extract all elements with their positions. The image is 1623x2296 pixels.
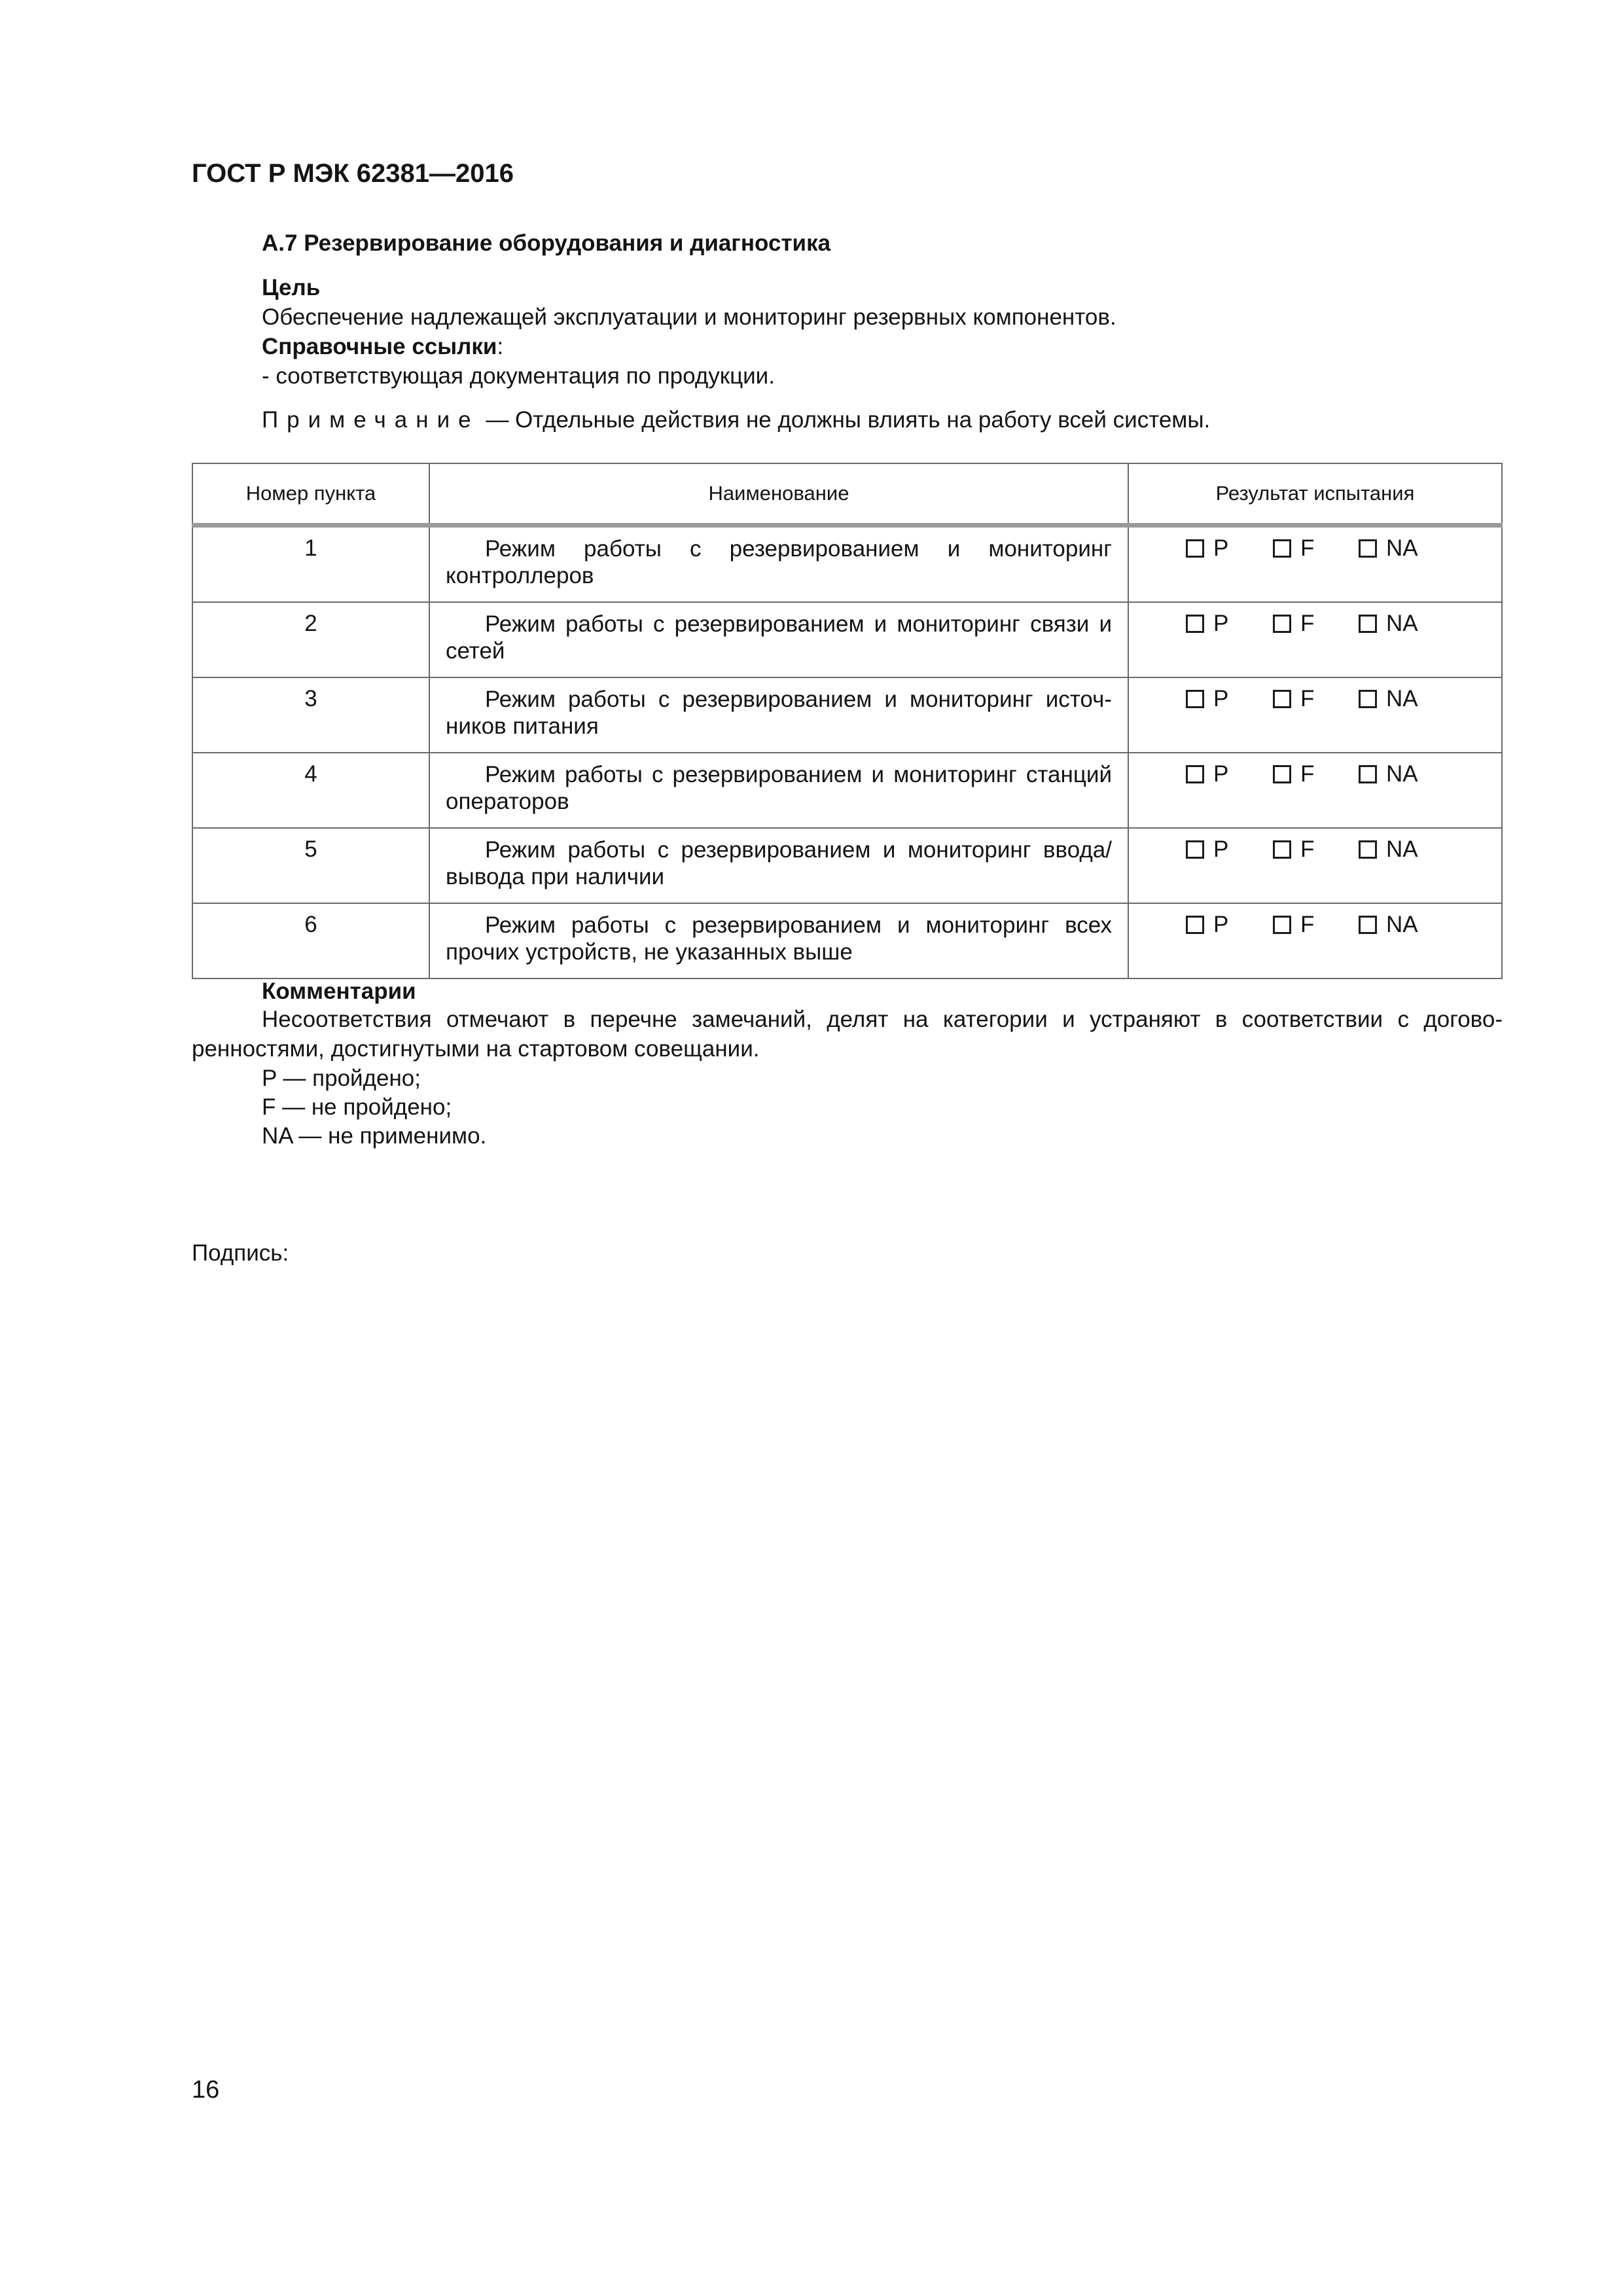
row-number: 2 (192, 602, 429, 677)
checkbox-p[interactable] (1186, 916, 1204, 934)
option-label-na: NA (1386, 535, 1418, 561)
references-item: - соответствующая документация по продукции. (262, 363, 775, 389)
checkbox-p[interactable] (1186, 765, 1204, 783)
row-number: 4 (192, 753, 429, 828)
option-label-f: F (1300, 686, 1315, 711)
checkbox-f[interactable] (1273, 615, 1291, 633)
table-row (192, 526, 1502, 603)
checkbox-p[interactable] (1186, 615, 1204, 633)
header-test-result: Результат испытания (1128, 463, 1502, 526)
note-line (262, 407, 1210, 433)
result-option-f[interactable] (1273, 686, 1359, 712)
table-row (192, 903, 1502, 978)
option-label-p: P (1213, 686, 1229, 711)
checkbox-na[interactable] (1359, 916, 1377, 934)
row-name: Режим работы с резервированием и мониторинг ввода/вывода при наличии (429, 828, 1128, 903)
table-row (192, 677, 1502, 753)
section-title: А.7 Резервирование оборудования и диагностика (262, 230, 831, 256)
checkbox-p[interactable] (1186, 539, 1204, 558)
option-label-p: P (1213, 761, 1229, 787)
table-row (192, 602, 1502, 677)
option-label-p: P (1213, 836, 1229, 862)
checkbox-f[interactable] (1273, 690, 1291, 708)
option-label-p: P (1213, 912, 1229, 937)
checkbox-na[interactable] (1359, 765, 1377, 783)
result-option-na[interactable] (1359, 611, 1418, 637)
row-name: Режим работы с резервированием и мониторинг станций операторов (429, 753, 1128, 828)
result-option-p[interactable] (1186, 761, 1273, 787)
row-name: Режим работы с резервированием и мониторинг связи и сетей (429, 602, 1128, 677)
result-option-na[interactable] (1359, 761, 1418, 787)
option-label-na: NA (1386, 611, 1418, 636)
result-option-na[interactable] (1359, 912, 1418, 938)
signature-label: Подпись: (192, 1240, 289, 1266)
row-number: 3 (192, 677, 429, 753)
goal-text: Обеспечение надлежащей эксплуатации и мониторинг резервных компонентов. (262, 304, 1116, 330)
result-option-f[interactable] (1273, 836, 1359, 863)
checkbox-f[interactable] (1273, 539, 1291, 558)
comments-title: Комментарии (262, 978, 416, 1004)
row-result (1128, 903, 1502, 978)
checkbox-f[interactable] (1273, 765, 1291, 783)
table-body (192, 526, 1502, 979)
result-option-p[interactable] (1186, 912, 1273, 938)
option-label-p: P (1213, 535, 1229, 561)
header-name: Наименование (429, 463, 1128, 526)
document-title: ГОСТ Р МЭК 62381—2016 (192, 159, 514, 188)
option-label-p: P (1213, 611, 1229, 636)
legend-f: F — не пройдено; (262, 1094, 452, 1120)
option-label-f: F (1300, 611, 1315, 636)
table-row (192, 828, 1502, 903)
result-option-p[interactable] (1186, 836, 1273, 863)
checkbox-na[interactable] (1359, 615, 1377, 633)
checkbox-na[interactable] (1359, 840, 1377, 859)
result-option-na[interactable] (1359, 836, 1418, 863)
row-result (1128, 602, 1502, 677)
row-name: Режим работы с резервированием и мониторинг контроллеров (429, 526, 1128, 603)
row-result (1128, 828, 1502, 903)
checkbox-na[interactable] (1359, 690, 1377, 708)
comments-text: Несоответствия отмечают в перечне замечаний, делят на категории и устраняют в соответствии с договоренностями, достигнутыми на стартовом совещании. (192, 1007, 1503, 1062)
checkbox-f[interactable] (1273, 840, 1291, 859)
checkbox-p[interactable] (1186, 840, 1204, 859)
result-option-f[interactable] (1273, 761, 1359, 787)
table-row (192, 753, 1502, 828)
references-label: Справочные ссылки (262, 334, 497, 359)
row-result (1128, 526, 1502, 603)
result-option-p[interactable] (1186, 686, 1273, 712)
checkbox-f[interactable] (1273, 916, 1291, 934)
result-option-na[interactable] (1359, 535, 1418, 562)
result-option-p[interactable] (1186, 611, 1273, 637)
option-label-na: NA (1386, 686, 1418, 711)
option-label-na: NA (1386, 761, 1418, 787)
checkbox-na[interactable] (1359, 539, 1377, 558)
option-label-f: F (1300, 535, 1315, 561)
legend-p: P — пройдено; (262, 1066, 421, 1091)
option-label-f: F (1300, 836, 1315, 862)
references-colon: : (497, 334, 504, 359)
result-option-na[interactable] (1359, 686, 1418, 712)
result-option-p[interactable] (1186, 535, 1273, 562)
table-header-row (192, 463, 1502, 526)
checkbox-p[interactable] (1186, 690, 1204, 708)
row-name: Режим работы с резервированием и мониторинг всех прочих устройств, не указанных выше (429, 903, 1128, 978)
note-label: Примечание (262, 407, 480, 433)
row-number: 5 (192, 828, 429, 903)
option-label-na: NA (1386, 836, 1418, 862)
row-number: 1 (192, 526, 429, 603)
legend-na: NA — не применимо. (262, 1123, 487, 1149)
result-option-f[interactable] (1273, 535, 1359, 562)
row-result (1128, 753, 1502, 828)
note-text: — Отдельные действия не должны влиять на работу всей системы. (479, 407, 1211, 433)
option-label-f: F (1300, 761, 1315, 787)
header-item-number: Номер пункта (192, 463, 429, 526)
references-line (262, 334, 503, 360)
page-number: 16 (192, 2076, 220, 2104)
result-option-f[interactable] (1273, 611, 1359, 637)
result-option-f[interactable] (1273, 912, 1359, 938)
option-label-f: F (1300, 912, 1315, 937)
row-name: Режим работы с резервированием и мониторинг источников питания (429, 677, 1128, 753)
test-results-table (192, 463, 1503, 979)
goal-label: Цель (262, 275, 321, 300)
row-result (1128, 677, 1502, 753)
row-number: 6 (192, 903, 429, 978)
option-label-na: NA (1386, 912, 1418, 937)
